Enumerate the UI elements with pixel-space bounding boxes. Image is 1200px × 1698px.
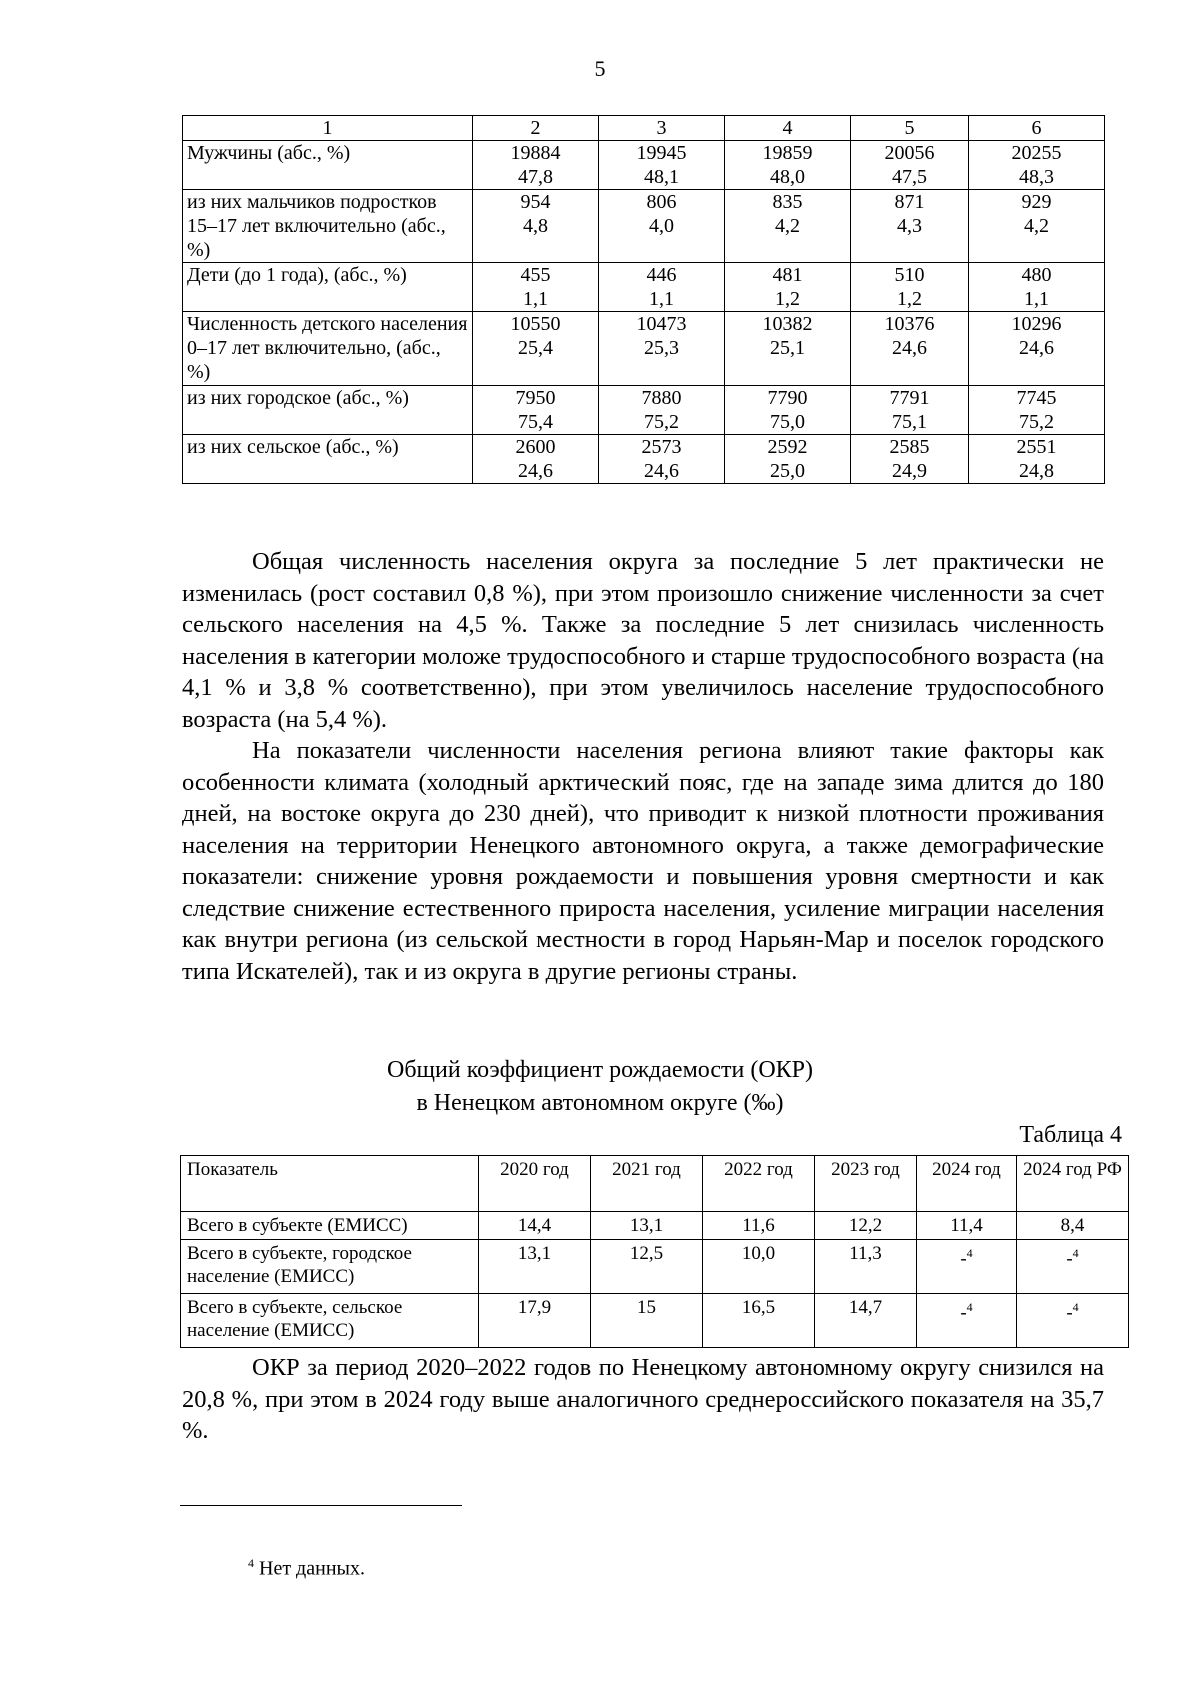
table-cell: 2592 25,0 bbox=[725, 435, 851, 484]
table-header-row bbox=[181, 1156, 1129, 1212]
table-cell: -$^4$ bbox=[917, 1240, 1017, 1294]
table-cell: 2600 24,6 bbox=[473, 435, 599, 484]
header-year: 2022 год bbox=[703, 1156, 815, 1212]
table-cell: 12,2 bbox=[815, 1212, 917, 1240]
table-cell: 835 4,2 bbox=[725, 190, 851, 263]
population-table bbox=[182, 115, 1105, 484]
page-number: 5 bbox=[594, 56, 606, 81]
table-row bbox=[183, 312, 1105, 386]
table-row bbox=[183, 141, 1105, 190]
footnote-text: Нет данных. bbox=[259, 1557, 365, 1580]
table-cell: 871 4,3 bbox=[851, 190, 969, 263]
table-cell: -$^4$ bbox=[1017, 1294, 1129, 1348]
column-number: 3 bbox=[599, 116, 725, 141]
footnote bbox=[248, 1556, 365, 1581]
table-cell: 10550 25,4 bbox=[473, 312, 599, 386]
table-header-row bbox=[183, 116, 1105, 141]
row-label: из них городское (абс., %) bbox=[183, 386, 473, 435]
column-number: 5 bbox=[851, 116, 969, 141]
row-label: Всего в субъекте (ЕМИСС) bbox=[181, 1212, 479, 1240]
table-cell: 13,1 bbox=[479, 1240, 591, 1294]
table4-title-line2: в Ненецком автономном округе (‰) bbox=[416, 1090, 784, 1116]
row-label: Всего в субъекте, городское население (ЕМИСС) bbox=[181, 1240, 479, 1294]
row-label: Всего в субъекте, сельское население (ЕМИСС) bbox=[181, 1294, 479, 1348]
table-cell: 15 bbox=[591, 1294, 703, 1348]
footnote-separator bbox=[180, 1505, 462, 1506]
column-number: 6 bbox=[969, 116, 1105, 141]
table-cell: 7745 75,2 bbox=[969, 386, 1105, 435]
header-year: 2020 год bbox=[479, 1156, 591, 1212]
header-year-rf: 2024 год РФ bbox=[1017, 1156, 1129, 1212]
table-cell: 10,0 bbox=[703, 1240, 815, 1294]
table-row bbox=[183, 263, 1105, 312]
table-row bbox=[181, 1212, 1129, 1240]
table-cell: 16,5 bbox=[703, 1294, 815, 1348]
table4-title-line1: Общий коэффициент рождаемости (ОКР) bbox=[386, 1057, 814, 1083]
row-label: Численность детского населения 0–17 лет включительно, (абс., %) bbox=[183, 312, 473, 386]
table-cell: 11,3 bbox=[815, 1240, 917, 1294]
table-cell: 2585 24,9 bbox=[851, 435, 969, 484]
table-cell: 510 1,2 bbox=[851, 263, 969, 312]
table-cell: 10376 24,6 bbox=[851, 312, 969, 386]
header-year: 2023 год bbox=[815, 1156, 917, 1212]
table-cell: 7880 75,2 bbox=[599, 386, 725, 435]
footnote-mark: 4 bbox=[248, 1556, 254, 1570]
table-cell: -$^4$ bbox=[917, 1294, 1017, 1348]
row-label: Дети (до 1 года), (абс., %) bbox=[183, 263, 473, 312]
table-cell: -$^4$ bbox=[1017, 1240, 1129, 1294]
table-cell: 20056 47,5 bbox=[851, 141, 969, 190]
table-row bbox=[183, 190, 1105, 263]
table-cell: 929 4,2 bbox=[969, 190, 1105, 263]
row-label: из них сельское (абс., %) bbox=[183, 435, 473, 484]
table-cell: 2573 24,6 bbox=[599, 435, 725, 484]
table-cell: 7791 75,1 bbox=[851, 386, 969, 435]
table-cell: 954 4,8 bbox=[473, 190, 599, 263]
table-cell: 17,9 bbox=[479, 1294, 591, 1348]
table-cell: 7790 75,0 bbox=[725, 386, 851, 435]
table-cell: 19945 48,1 bbox=[599, 141, 725, 190]
table-row bbox=[183, 386, 1105, 435]
table-cell: 14,4 bbox=[479, 1212, 591, 1240]
table-cell: 455 1,1 bbox=[473, 263, 599, 312]
table-cell: 20255 48,3 bbox=[969, 141, 1105, 190]
table-cell: 13,1 bbox=[591, 1212, 703, 1240]
table-cell: 481 1,2 bbox=[725, 263, 851, 312]
header-year: 2024 год bbox=[917, 1156, 1017, 1212]
birth-rate-table bbox=[180, 1155, 1129, 1348]
paragraph-birth-rate: ОКР за период 2020–2022 годов по Ненецкому автономному округу снизился на 20,8 %, при этом в 2024 году выше аналогичного среднероссийского показателя на 35,7 %. bbox=[182, 1354, 1104, 1444]
table-row bbox=[181, 1240, 1129, 1294]
paragraph-factors: На показатели численности населения региона влияют такие факторы как особенности климата (холодный арктический пояс, где на западе зима длится до 180 дней, на востоке округа до 230 дней), что приводит к низкой плотности проживания населения на территории Ненецкого автономного округа, а также демографические показатели: снижение уровня рождаемости и повышения уровня смертности и как следствие снижение естественного прироста населения, усиление миграции населения как внутри региона (из сельской местности в город Нарьян-Мар и поселок городского типа Искателей), так и из округа в другие регионы страны. bbox=[182, 737, 1104, 985]
table-cell: 10296 24,6 bbox=[969, 312, 1105, 386]
row-label: Мужчины (абс., %) bbox=[183, 141, 473, 190]
table-cell: 12,5 bbox=[591, 1240, 703, 1294]
header-indicator: Показатель bbox=[181, 1156, 479, 1212]
table-row bbox=[183, 435, 1105, 484]
table-cell: 11,4 bbox=[917, 1212, 1017, 1240]
table-cell: 10382 25,1 bbox=[725, 312, 851, 386]
table-cell: 7950 75,4 bbox=[473, 386, 599, 435]
column-number: 4 bbox=[725, 116, 851, 141]
table-cell: 446 1,1 bbox=[599, 263, 725, 312]
header-year: 2021 год bbox=[591, 1156, 703, 1212]
table-cell: 19859 48,0 bbox=[725, 141, 851, 190]
row-label: из них мальчиков подростков 15–17 лет включительно (абс., %) bbox=[183, 190, 473, 263]
table-cell: 11,6 bbox=[703, 1212, 815, 1240]
table-cell: 2551 24,8 bbox=[969, 435, 1105, 484]
table-row bbox=[181, 1294, 1129, 1348]
table-cell: 806 4,0 bbox=[599, 190, 725, 263]
table-cell: 10473 25,3 bbox=[599, 312, 725, 386]
table-cell: 8,4 bbox=[1017, 1212, 1129, 1240]
table-cell: 14,7 bbox=[815, 1294, 917, 1348]
table-cell: 19884 47,8 bbox=[473, 141, 599, 190]
column-number: 1 bbox=[183, 116, 473, 141]
column-number: 2 bbox=[473, 116, 599, 141]
table-cell: 480 1,1 bbox=[969, 263, 1105, 312]
table-number-label: Таблица 4 bbox=[1019, 1122, 1122, 1148]
paragraph-population-change: Общая численность населения округа за последние 5 лет практически не изменилась (рост составил 0,8 %), при этом произошло снижение численности за счет сельского населения на 4,5 %. Также за последние 5 лет снизилась численность населения в категории моложе трудоспособного и старше трудоспособного возраста (на 4,1 % и 3,8 % соответственно), при этом увеличилось население трудоспособного возраста (на 5,4 %). bbox=[182, 548, 1104, 733]
